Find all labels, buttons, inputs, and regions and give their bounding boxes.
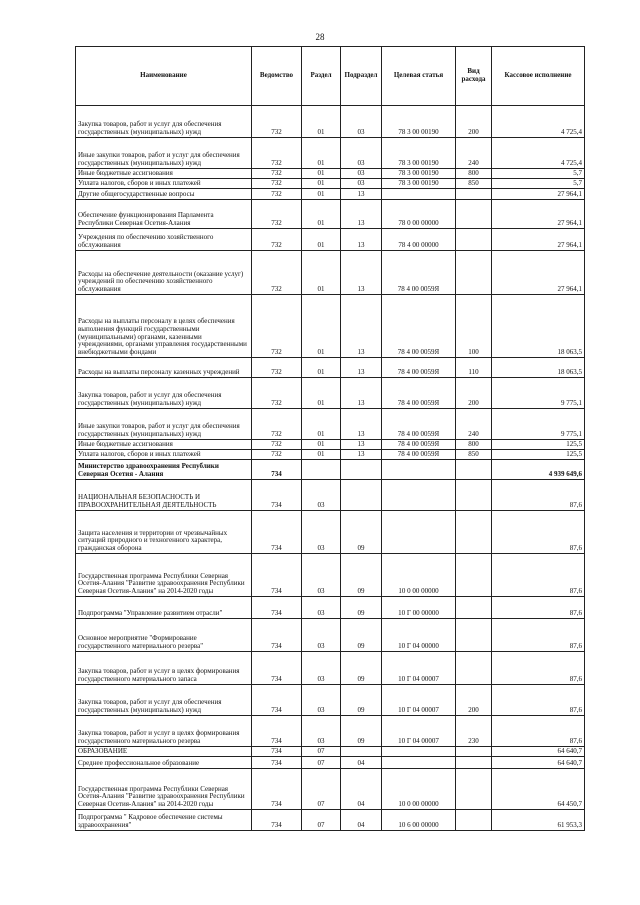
row-department-cell: 732 (252, 358, 302, 378)
row-name-cell: Подпрограмма "Управление развитием отрасли" (76, 597, 252, 619)
row-expense-type-cell (456, 189, 492, 200)
row-target-item-cell: 10 Г 04 00000 (382, 619, 456, 652)
row-target-item-cell (382, 747, 456, 757)
row-target-item-cell: 10 0 00 00000 (382, 769, 456, 810)
row-subsection-cell: 13 (341, 358, 382, 378)
row-department-cell: 732 (252, 295, 302, 358)
row-department-cell: 732 (252, 229, 302, 251)
row-expense-type-cell (456, 597, 492, 619)
table-header-row (76, 47, 585, 106)
row-subsection-cell: 03 (341, 106, 382, 138)
row-subsection-cell: 13 (341, 409, 382, 440)
row-amount-cell: 125,5 (492, 440, 585, 450)
row-subsection-cell: 13 (341, 251, 382, 295)
row-subsection-cell: 09 (341, 597, 382, 619)
row-amount-cell: 87,6 (492, 480, 585, 511)
table-row (76, 597, 585, 619)
row-name-cell: Расходы на выплаты персоналу казенных учреждений (76, 358, 252, 378)
row-target-item-cell: 78 4 00 0059Я (382, 251, 456, 295)
row-section-cell: 07 (302, 769, 341, 810)
row-department-cell: 732 (252, 138, 302, 169)
row-expense-type-cell (456, 480, 492, 511)
row-name-cell: Министерство здравоохранения Республики Северная Осетия - Алания (76, 460, 252, 480)
row-amount-cell: 18 063,5 (492, 358, 585, 378)
row-target-item-cell: 10 0 00 00000 (382, 554, 456, 597)
row-section-cell: 01 (302, 200, 341, 229)
row-subsection-cell: 13 (341, 440, 382, 450)
row-section-cell: 03 (302, 554, 341, 597)
row-subsection-cell: 09 (341, 685, 382, 716)
table-row (76, 619, 585, 652)
row-target-item-cell: 10 Г 00 00000 (382, 597, 456, 619)
row-target-item-cell: 78 0 00 00000 (382, 200, 456, 229)
row-expense-type-cell: 200 (456, 106, 492, 138)
row-section-cell: 01 (302, 450, 341, 460)
row-subsection-cell (341, 460, 382, 480)
row-amount-cell: 87,6 (492, 597, 585, 619)
table-row (76, 229, 585, 251)
row-subsection-cell: 13 (341, 378, 382, 409)
row-expense-type-cell (456, 229, 492, 251)
row-amount-cell: 87,6 (492, 511, 585, 554)
row-name-cell: Закупка товаров, работ и услуг для обеспечения государственных (муниципальных) нужд (76, 106, 252, 138)
row-subsection-cell: 03 (341, 169, 382, 179)
row-expense-type-cell (456, 554, 492, 597)
row-section-cell: 01 (302, 409, 341, 440)
row-expense-type-cell: 100 (456, 295, 492, 358)
row-section-cell: 03 (302, 597, 341, 619)
row-section-cell: 01 (302, 251, 341, 295)
row-department-cell: 734 (252, 747, 302, 757)
table-row (76, 716, 585, 747)
row-name-cell: Расходы на обеспечение деятельности (оказание услуг) учреждений по обеспечению хозяйственного обслуживания (76, 251, 252, 295)
row-target-item-cell: 78 4 00 00000 (382, 229, 456, 251)
row-department-cell: 732 (252, 450, 302, 460)
row-amount-cell: 61 953,3 (492, 810, 585, 831)
row-section-cell: 01 (302, 106, 341, 138)
table-row (76, 251, 585, 295)
row-name-cell: Закупка товаров, работ и услуг в целях формирования государственного материального запаса (76, 652, 252, 685)
row-department-cell: 732 (252, 378, 302, 409)
row-name-cell: Государственная программа Республики Северная Осетия-Алания "Развитие здравоохранения Республики Северная Осетия-Алания" на 2014-2020 годы (76, 769, 252, 810)
row-target-item-cell: 78 4 00 0059Я (382, 450, 456, 460)
row-expense-type-cell: 200 (456, 685, 492, 716)
row-name-cell: Уплата налогов, сборов и иных платежей (76, 179, 252, 189)
row-section-cell: 07 (302, 757, 341, 769)
row-subsection-cell: 09 (341, 511, 382, 554)
row-target-item-cell: 10 Г 04 00007 (382, 716, 456, 747)
row-subsection-cell: 13 (341, 200, 382, 229)
row-section-cell: 01 (302, 229, 341, 251)
header-expense-type: Вид расхода (456, 47, 492, 106)
table-row (76, 554, 585, 597)
row-subsection-cell: 13 (341, 295, 382, 358)
row-department-cell: 732 (252, 440, 302, 450)
row-subsection-cell: 13 (341, 450, 382, 460)
table-row (76, 480, 585, 511)
row-name-cell: Закупка товаров, работ и услуг в целях формирования государственного материального резерва (76, 716, 252, 747)
row-section-cell: 03 (302, 511, 341, 554)
row-amount-cell: 9 775,1 (492, 409, 585, 440)
row-name-cell: Расходы на выплаты персоналу в целях обеспечения выполнения функций государственными (муниципальными) органами, казенными учреждениями, органами управления государственными внебюджетными фондами (76, 295, 252, 358)
row-expense-type-cell: 230 (456, 716, 492, 747)
row-amount-cell: 87,6 (492, 685, 585, 716)
row-name-cell: Иные закупки товаров, работ и услуг для обеспечения государственных (муниципальных) нужд (76, 138, 252, 169)
row-department-cell: 734 (252, 511, 302, 554)
row-department-cell: 732 (252, 169, 302, 179)
row-amount-cell: 27 964,1 (492, 200, 585, 229)
table-row (76, 747, 585, 757)
row-target-item-cell: 78 4 00 0059Я (382, 440, 456, 450)
row-section-cell: 01 (302, 138, 341, 169)
row-department-cell: 734 (252, 757, 302, 769)
row-section-cell: 07 (302, 810, 341, 831)
row-section-cell: 01 (302, 179, 341, 189)
row-name-cell: ОБРАЗОВАНИЕ (76, 747, 252, 757)
row-department-cell: 734 (252, 619, 302, 652)
row-target-item-cell: 10 Г 04 00007 (382, 685, 456, 716)
row-amount-cell: 87,6 (492, 716, 585, 747)
row-name-cell: Учреждения по обеспечению хозяйственного обслуживания (76, 229, 252, 251)
row-target-item-cell (382, 460, 456, 480)
row-expense-type-cell (456, 200, 492, 229)
row-department-cell: 734 (252, 652, 302, 685)
row-expense-type-cell: 240 (456, 138, 492, 169)
row-section-cell: 01 (302, 295, 341, 358)
table-row (76, 460, 585, 480)
row-department-cell: 732 (252, 189, 302, 200)
table-row (76, 106, 585, 138)
row-department-cell: 732 (252, 409, 302, 440)
table-row (76, 200, 585, 229)
header-department: Ведомство (252, 47, 302, 106)
row-subsection-cell (341, 747, 382, 757)
row-target-item-cell: 78 3 00 00190 (382, 179, 456, 189)
header-target-item: Целевая статья (382, 47, 456, 106)
table-row (76, 440, 585, 450)
row-department-cell: 732 (252, 179, 302, 189)
row-section-cell: 01 (302, 169, 341, 179)
row-subsection-cell (341, 480, 382, 511)
row-amount-cell: 4 725,4 (492, 106, 585, 138)
table-row (76, 378, 585, 409)
row-department-cell: 732 (252, 200, 302, 229)
row-target-item-cell: 78 4 00 0059Я (382, 378, 456, 409)
expenditure-table (75, 46, 585, 831)
row-department-cell: 734 (252, 685, 302, 716)
row-amount-cell: 27 964,1 (492, 251, 585, 295)
table-row (76, 685, 585, 716)
row-target-item-cell: 78 3 00 00190 (382, 169, 456, 179)
row-section-cell (302, 460, 341, 480)
row-name-cell: Основное мероприятие "Формирование государственного материального резерва" (76, 619, 252, 652)
row-expense-type-cell (456, 251, 492, 295)
row-expense-type-cell (456, 652, 492, 685)
row-expense-type-cell (456, 511, 492, 554)
row-subsection-cell: 09 (341, 716, 382, 747)
row-amount-cell: 87,6 (492, 619, 585, 652)
row-department-cell: 734 (252, 769, 302, 810)
row-section-cell: 03 (302, 619, 341, 652)
row-amount-cell: 5,7 (492, 179, 585, 189)
row-section-cell: 01 (302, 440, 341, 450)
table-row (76, 409, 585, 440)
row-expense-type-cell (456, 810, 492, 831)
row-expense-type-cell: 200 (456, 378, 492, 409)
row-target-item-cell: 10 Г 04 00007 (382, 652, 456, 685)
row-department-cell: 734 (252, 810, 302, 831)
row-subsection-cell: 04 (341, 757, 382, 769)
row-subsection-cell: 09 (341, 652, 382, 685)
table-row (76, 769, 585, 810)
row-department-cell: 734 (252, 597, 302, 619)
row-expense-type-cell: 800 (456, 440, 492, 450)
row-section-cell: 03 (302, 685, 341, 716)
table-row (76, 169, 585, 179)
table-row (76, 358, 585, 378)
row-subsection-cell: 13 (341, 189, 382, 200)
row-amount-cell: 27 964,1 (492, 189, 585, 200)
row-target-item-cell (382, 480, 456, 511)
row-target-item-cell: 10 6 00 00000 (382, 810, 456, 831)
row-target-item-cell: 78 3 00 00190 (382, 106, 456, 138)
row-section-cell: 01 (302, 358, 341, 378)
row-name-cell: Закупка товаров, работ и услуг для обеспечения государственных (муниципальных) нужд (76, 685, 252, 716)
row-amount-cell: 27 964,1 (492, 229, 585, 251)
row-expense-type-cell (456, 619, 492, 652)
row-section-cell: 03 (302, 652, 341, 685)
row-name-cell: Уплата налогов, сборов и иных платежей (76, 450, 252, 460)
row-expense-type-cell: 850 (456, 179, 492, 189)
row-name-cell: Обеспечение функционирования Парламента Республики Северная Осетия-Алания (76, 200, 252, 229)
header-section: Раздел (302, 47, 341, 106)
header-subsection: Подраздел (341, 47, 382, 106)
row-subsection-cell: 04 (341, 810, 382, 831)
row-section-cell: 03 (302, 716, 341, 747)
row-expense-type-cell (456, 769, 492, 810)
row-amount-cell: 4 725,4 (492, 138, 585, 169)
row-target-item-cell: 78 3 00 00190 (382, 138, 456, 169)
table-row (76, 810, 585, 831)
header-name: Наименование (76, 47, 252, 106)
page-number: 28 (315, 32, 325, 42)
row-name-cell: Среднее профессиональное образование (76, 757, 252, 769)
row-subsection-cell: 09 (341, 554, 382, 597)
row-amount-cell: 87,6 (492, 652, 585, 685)
row-expense-type-cell: 240 (456, 409, 492, 440)
table-row (76, 652, 585, 685)
row-name-cell: Иные бюджетные ассигнования (76, 440, 252, 450)
table-row (76, 189, 585, 200)
row-amount-cell: 64 450,7 (492, 769, 585, 810)
row-expense-type-cell: 850 (456, 450, 492, 460)
row-department-cell: 732 (252, 106, 302, 138)
row-amount-cell: 64 640,7 (492, 757, 585, 769)
row-target-item-cell (382, 757, 456, 769)
row-section-cell: 01 (302, 378, 341, 409)
row-name-cell: Защита населения и территории от чрезвычайных ситуаций природного и техногенного характера, гражданская оборона (76, 511, 252, 554)
row-target-item-cell: 78 4 00 0059Я (382, 295, 456, 358)
row-name-cell: НАЦИОНАЛЬНАЯ БЕЗОПАСНОСТЬ И ПРАВООХРАНИТЕЛЬНАЯ ДЕЯТЕЛЬНОСТЬ (76, 480, 252, 511)
row-target-item-cell: 78 4 00 0059Я (382, 409, 456, 440)
row-name-cell: Государственная программа Республики Северная Осетия-Алания "Развитие здравоохранения Республики Северная Осетия-Алания" на 2014-2020 годы (76, 554, 252, 597)
row-department-cell: 734 (252, 554, 302, 597)
row-subsection-cell: 04 (341, 769, 382, 810)
row-expense-type-cell (456, 757, 492, 769)
row-expense-type-cell: 110 (456, 358, 492, 378)
table-row (76, 295, 585, 358)
row-section-cell: 03 (302, 480, 341, 511)
table-row (76, 450, 585, 460)
row-name-cell: Иные закупки товаров, работ и услуг для обеспечения государственных (муниципальных) нужд (76, 409, 252, 440)
row-amount-cell: 5,7 (492, 169, 585, 179)
table-row (76, 138, 585, 169)
row-department-cell: 734 (252, 460, 302, 480)
row-section-cell: 01 (302, 189, 341, 200)
row-amount-cell: 9 775,1 (492, 378, 585, 409)
row-expense-type-cell (456, 747, 492, 757)
row-department-cell: 734 (252, 716, 302, 747)
row-subsection-cell: 03 (341, 138, 382, 169)
row-amount-cell: 64 640,7 (492, 747, 585, 757)
row-amount-cell: 18 063,5 (492, 295, 585, 358)
row-amount-cell: 125,5 (492, 450, 585, 460)
row-name-cell: Иные бюджетные ассигнования (76, 169, 252, 179)
row-subsection-cell: 09 (341, 619, 382, 652)
table-row (76, 511, 585, 554)
row-target-item-cell: 78 4 00 0059Я (382, 358, 456, 378)
row-amount-cell: 87,6 (492, 554, 585, 597)
row-name-cell: Подпрограмма " Кадровое обеспечение системы здравоохранения" (76, 810, 252, 831)
row-name-cell: Закупка товаров, работ и услуг для обеспечения государственных (муниципальных) нужд (76, 378, 252, 409)
row-subsection-cell: 13 (341, 229, 382, 251)
row-target-item-cell (382, 511, 456, 554)
table-row (76, 179, 585, 189)
row-amount-cell: 4 939 649,6 (492, 460, 585, 480)
header-cash-execution: Кассовое исполнение (492, 47, 585, 106)
table-row (76, 757, 585, 769)
row-expense-type-cell (456, 460, 492, 480)
row-department-cell: 732 (252, 251, 302, 295)
row-target-item-cell (382, 189, 456, 200)
row-department-cell: 734 (252, 480, 302, 511)
row-name-cell: Другие общегосударственные вопросы (76, 189, 252, 200)
row-subsection-cell: 03 (341, 179, 382, 189)
row-section-cell: 07 (302, 747, 341, 757)
row-expense-type-cell: 800 (456, 169, 492, 179)
